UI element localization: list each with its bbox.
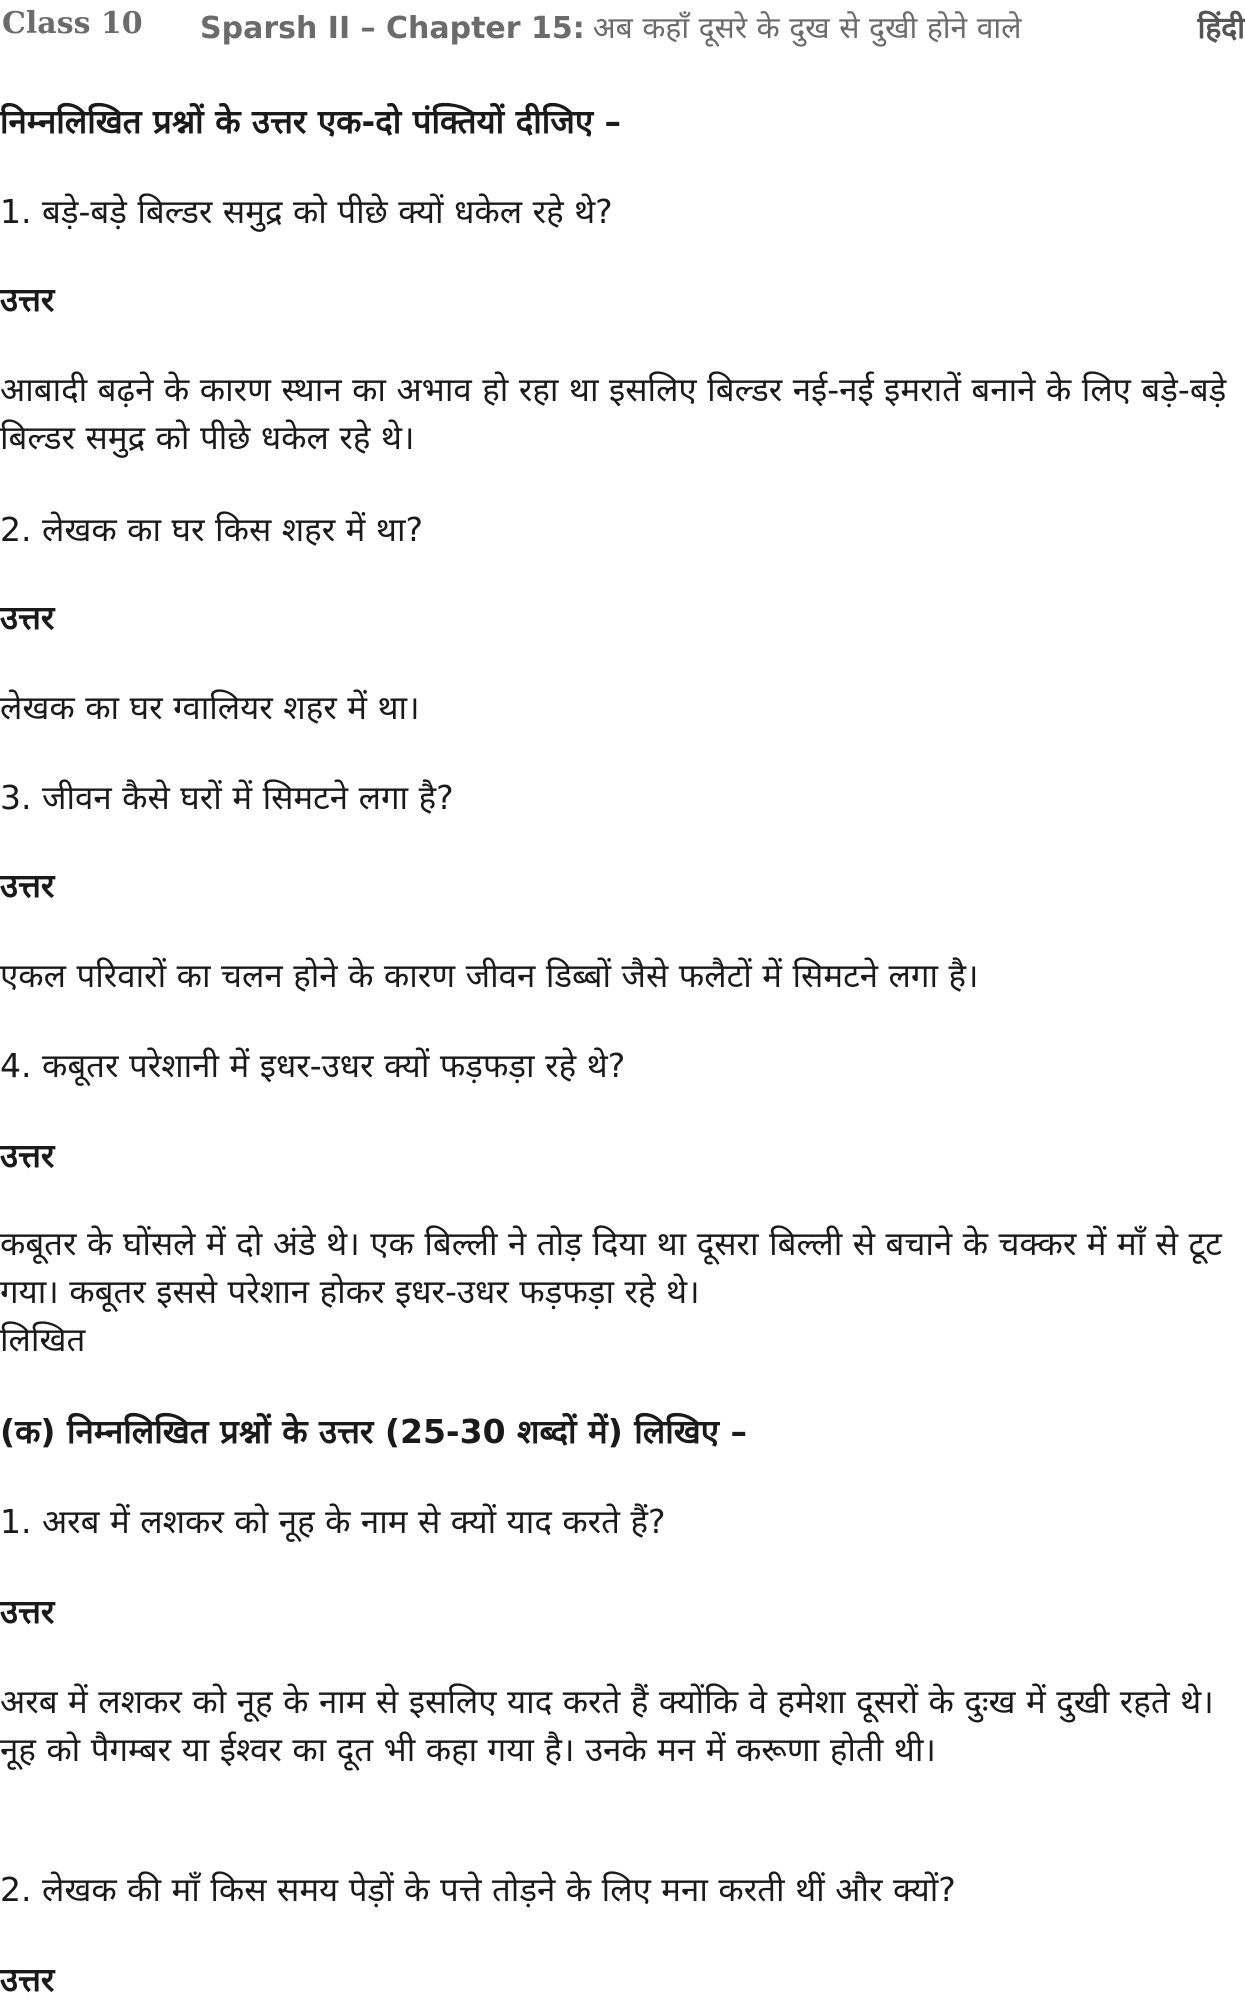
subject-label: हिंदी xyxy=(1197,11,1245,46)
answer-label-6: उत्तर xyxy=(0,1960,55,1999)
section-label: लिखित xyxy=(0,1320,86,1359)
answer-5: अरब में लशकर को नूह के नाम से इसलिए याद करते हैं क्योंकि वे हमेशा दूसरों के दुःख में दुखी रहते थे। नूह को पैगम्बर या ईश्वर का दूत भी कहा गया है। उनके मन में करूणा होती थी। xyxy=(0,1682,1214,1769)
answer-label-4: उत्तर xyxy=(0,1136,55,1175)
answer-1: आबादी बढ़ने के कारण स्थान का अभाव हो रहा था इसलिए बिल्डर नई-नई इमरातें बनाने के लिए बड़े-बड़े बिल्डर समुद्र को पीछे धकेल रहे थे। xyxy=(0,370,1227,457)
section2-instruction: (क) निम्नलिखित प्रश्नों के उत्तर (25-30 शब्दों में) लिखिए – xyxy=(0,1412,748,1451)
question-1: 1. बड़े-बड़े बिल्डर समुद्र को पीछे क्यों धकेल रहे थे? xyxy=(0,192,613,231)
chapter-title: अब कहाँ दूसरे के दुख से दुखी होने वाले xyxy=(592,11,1022,46)
answer-4: कबूतर के घोंसले में दो अंडे थे। एक बिल्ली ने तोड़ दिया था दूसरा बिल्ली से बचाने के चक्कर में माँ से टूट गया। कबूतर इससे परेशान होकर इधर-उधर फड़फड़ा रहे थे। xyxy=(0,1224,1222,1311)
answer-label-5: उत्तर xyxy=(0,1592,55,1631)
question-4: 4. कबूतर परेशानी में इधर-उधर क्यों फड़फड़ा रहे थे? xyxy=(0,1046,626,1085)
class-label: Class 10 xyxy=(2,6,143,41)
answer-2: लेखक का घर ग्वालियर शहर में था। xyxy=(0,688,420,727)
question-2: 2. लेखक का घर किस शहर में था? xyxy=(0,510,424,549)
chapter-heading xyxy=(200,6,1022,47)
answer-label-3: उत्तर xyxy=(0,866,55,905)
chapter-label: Sparsh II – Chapter 15: xyxy=(200,11,585,46)
answer-label-2: उत्तर xyxy=(0,598,55,637)
section1-instruction: निम्नलिखित प्रश्नों के उत्तर एक-दो पंक्तियों दीजिए – xyxy=(0,102,622,141)
answer-3: एकल परिवारों का चलन होने के कारण जीवन डिब्बों जैसे फलैटों में सिमटने लगा है। xyxy=(0,956,979,995)
answer-label-1: उत्तर xyxy=(0,280,55,319)
question-6: 2. लेखक की माँ किस समय पेड़ों के पत्ते तोड़ने के लिए मना करती थीं और क्यों? xyxy=(0,1870,956,1909)
question-5: 1. अरब में लशकर को नूह के नाम से क्यों याद करते हैं? xyxy=(0,1502,666,1541)
page-header xyxy=(0,6,1245,50)
question-3: 3. जीवन कैसे घरों में सिमटने लगा है? xyxy=(0,778,454,817)
